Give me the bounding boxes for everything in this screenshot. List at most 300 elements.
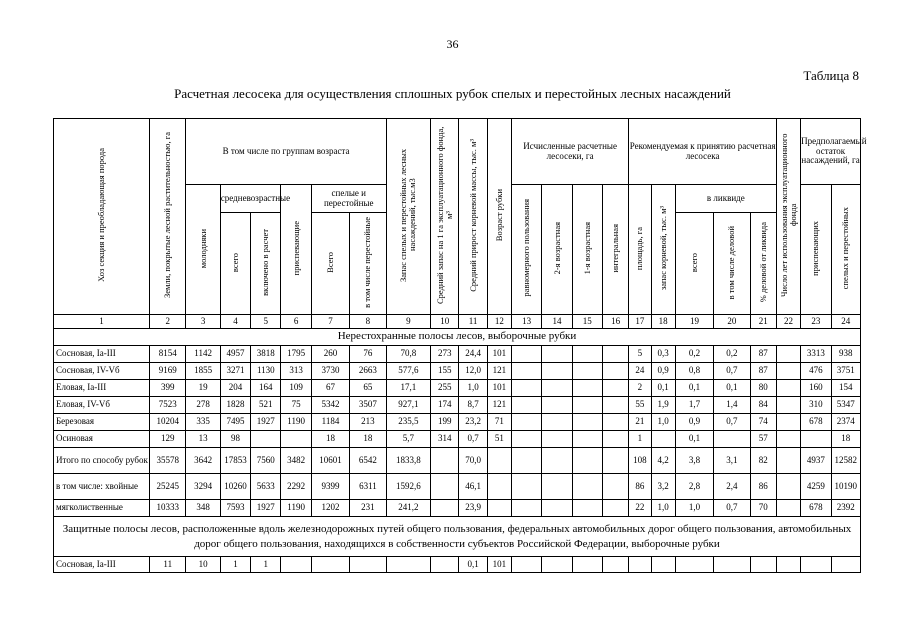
table-cell: 3294: [186, 474, 220, 500]
table-cell: 22: [629, 500, 651, 517]
table-cell: 10260: [220, 474, 250, 500]
table-cell: 17853: [220, 448, 250, 474]
table-cell: 101: [487, 557, 511, 573]
column-number: 11: [459, 315, 487, 329]
table-cell: 577,6: [386, 363, 430, 380]
table-cell: 476: [801, 363, 831, 380]
col-incl-overmature: в том числе перестойные: [350, 213, 386, 315]
row-label: Березовая: [54, 414, 150, 431]
table-cell: 3642: [186, 448, 220, 474]
column-number: 10: [431, 315, 459, 329]
table-cell: 335: [186, 414, 220, 431]
table-title: Расчетная лесосека для осуществления сплошных рубок спелых и перестойных лесных насаждений: [174, 86, 731, 101]
table-cell: 0,1: [675, 380, 713, 397]
col-middle-included: включено в расчет: [251, 213, 281, 315]
table-cell: 18: [831, 431, 861, 448]
table-cell: 87: [750, 363, 776, 380]
table-cell: 70,0: [459, 448, 487, 474]
table-cell: 3507: [350, 397, 386, 414]
table-cell: 67: [311, 380, 349, 397]
table-cell: 121: [487, 363, 511, 380]
table-cell: 75: [281, 397, 311, 414]
table-cell: 521: [251, 397, 281, 414]
table-cell: 213: [350, 414, 386, 431]
table-cell: 1855: [186, 363, 220, 380]
table-cell: 86: [629, 474, 651, 500]
col-age2: 2-я возрастная: [542, 185, 572, 315]
table-cell: 7560: [251, 448, 281, 474]
table-cell: 0,7: [714, 414, 750, 431]
table-cell: 3,1: [714, 448, 750, 474]
table-cell: 1142: [186, 346, 220, 363]
row-label: Итого по способу рубок: [54, 448, 150, 474]
col-forest-land: Земли, покрытые лесной растительностью, га: [150, 119, 186, 315]
table-cell: 0,1: [675, 431, 713, 448]
table-cell: 98: [220, 431, 250, 448]
table-cell: 3751: [831, 363, 861, 380]
table-cell: 1,4: [714, 397, 750, 414]
table-cell: 10190: [831, 474, 861, 500]
table-cell: [487, 474, 511, 500]
table-cell: 4937: [801, 448, 831, 474]
table-cell: [487, 448, 511, 474]
table-cell: 5,7: [386, 431, 430, 448]
table-cell: [651, 431, 675, 448]
table-cell: 1,0: [675, 500, 713, 517]
column-number: 19: [675, 315, 713, 329]
table-cell: 57: [750, 431, 776, 448]
table-cell: 24: [629, 363, 651, 380]
table-cell: 154: [831, 380, 861, 397]
table-cell: 231: [350, 500, 386, 517]
table-cell: 1,7: [675, 397, 713, 414]
col-area: площадь, га: [629, 185, 651, 315]
table-cell: 204: [220, 380, 250, 397]
table-cell: 1927: [251, 414, 281, 431]
table-cell: 0,1: [714, 380, 750, 397]
table-cell: [572, 346, 602, 363]
col-remainder: Предполагаемый остаток насаждений, га: [801, 119, 861, 185]
table-cell: [281, 557, 311, 573]
table-cell: 24,4: [459, 346, 487, 363]
table-cell: [602, 414, 628, 431]
table-cell: [431, 474, 459, 500]
table-cell: [629, 557, 651, 573]
table-cell: [776, 431, 800, 448]
table-cell: 255: [431, 380, 459, 397]
table-cell: 160: [801, 380, 831, 397]
table-cell: 10: [186, 557, 220, 573]
table-cell: [511, 397, 541, 414]
table-cell: 938: [831, 346, 861, 363]
table-cell: 1927: [251, 500, 281, 517]
column-number: 17: [629, 315, 651, 329]
table-cell: 1833,8: [386, 448, 430, 474]
table-cell: 1184: [311, 414, 349, 431]
table-cell: [776, 380, 800, 397]
table-cell: [431, 557, 459, 573]
table-cell: 1130: [251, 363, 281, 380]
col-farm-section: Хоз секция и преобладающая порода: [54, 119, 150, 315]
table-cell: 241,2: [386, 500, 430, 517]
table-cell: 0,1: [651, 380, 675, 397]
table-cell: 108: [629, 448, 651, 474]
row-label: Сосновая, IV-Vб: [54, 363, 150, 380]
column-number: 7: [311, 315, 349, 329]
col-by-age-groups: В том числе по группам возраста: [186, 119, 386, 185]
table-cell: 10601: [311, 448, 349, 474]
column-number: 24: [831, 315, 861, 329]
table-cell: [511, 380, 541, 397]
table-cell: [801, 557, 831, 573]
table-cell: 6311: [350, 474, 386, 500]
column-number: 20: [714, 315, 750, 329]
col-uniform: равномерного пользования: [511, 185, 541, 315]
table-cell: 0,8: [675, 363, 713, 380]
table-cell: 199: [431, 414, 459, 431]
table-row: [54, 397, 861, 414]
column-numbers-row: [54, 315, 861, 329]
table-cell: 9169: [150, 363, 186, 380]
table-cell: 70,8: [386, 346, 430, 363]
table-cell: [431, 500, 459, 517]
table-cell: [776, 500, 800, 517]
table-cell: 25245: [150, 474, 186, 500]
table-cell: 3271: [220, 363, 250, 380]
table-cell: 5342: [311, 397, 349, 414]
table-cell: [602, 474, 628, 500]
table-cell: 8,7: [459, 397, 487, 414]
table-cell: [542, 380, 572, 397]
table-cell: 1795: [281, 346, 311, 363]
col-rem-mature: спелых и перестойных: [831, 185, 861, 315]
col-rem-maturing: приспевающих: [801, 185, 831, 315]
table-cell: 164: [251, 380, 281, 397]
table-cell: 8154: [150, 346, 186, 363]
column-number: 18: [651, 315, 675, 329]
table-cell: 65: [350, 380, 386, 397]
table-cell: 1,9: [651, 397, 675, 414]
table-cell: 10204: [150, 414, 186, 431]
table-cell: 0,7: [714, 363, 750, 380]
table-cell: 260: [311, 346, 349, 363]
table-cell: 0,1: [459, 557, 487, 573]
table-cell: [572, 448, 602, 474]
table-cell: 101: [487, 380, 511, 397]
table-row: [54, 346, 861, 363]
table-cell: 4259: [801, 474, 831, 500]
table-cell: 87: [750, 346, 776, 363]
table-cell: 0,9: [651, 363, 675, 380]
table-cell: 70: [750, 500, 776, 517]
section-title: Защитные полосы лесов, расположенные вдоль железнодорожных путей общего пользования, федеральных автомобильных дорог общего пользования, автомобильных дорог общего пользования, находящихся в собственности субъектов Российской Федерации, выборочные рубки: [54, 517, 861, 557]
table-cell: [831, 557, 861, 573]
table-cell: 235,5: [386, 414, 430, 431]
table-cell: 0,2: [675, 346, 713, 363]
table-cell: [572, 500, 602, 517]
table-cell: 273: [431, 346, 459, 363]
table-cell: 0,9: [675, 414, 713, 431]
column-number: 15: [572, 315, 602, 329]
column-number: 8: [350, 315, 386, 329]
table-cell: 2392: [831, 500, 861, 517]
column-number: 16: [602, 315, 628, 329]
table-cell: 4,2: [651, 448, 675, 474]
table-cell: 927,1: [386, 397, 430, 414]
table-cell: [714, 557, 750, 573]
table-cell: [602, 380, 628, 397]
table-cell: 6542: [350, 448, 386, 474]
table-cell: 3482: [281, 448, 311, 474]
table-cell: 3818: [251, 346, 281, 363]
table-cell: 313: [281, 363, 311, 380]
table-cell: 2663: [350, 363, 386, 380]
table-cell: [511, 414, 541, 431]
col-root-stock: запас корневой, тыс. м³: [651, 185, 675, 315]
table-cell: [487, 500, 511, 517]
table-cell: [542, 500, 572, 517]
column-number: 23: [801, 315, 831, 329]
section-title-row: [54, 329, 861, 346]
table-cell: [511, 363, 541, 380]
table-row: [54, 474, 861, 500]
table-cell: 155: [431, 363, 459, 380]
table-cell: [511, 557, 541, 573]
col-incl-business: в том числе деловой: [714, 213, 750, 315]
col-middle-aged: средневозрастные: [220, 185, 281, 213]
column-number: 4: [220, 315, 250, 329]
table-cell: [572, 380, 602, 397]
table-cell: 46,1: [459, 474, 487, 500]
table-row: [54, 431, 861, 448]
column-number: 9: [386, 315, 430, 329]
table-cell: 2,4: [714, 474, 750, 500]
col-mature-overmature: спелые и перестойные: [311, 185, 386, 213]
table-cell: [542, 363, 572, 380]
table-cell: 35578: [150, 448, 186, 474]
col-pct-business: % деловой от ликвида: [750, 213, 776, 315]
table-cell: 13: [186, 431, 220, 448]
table-number: Таблица 8: [803, 68, 859, 83]
table-cell: [386, 557, 430, 573]
table-cell: 74: [750, 414, 776, 431]
table-cell: 0,2: [714, 346, 750, 363]
section-title: Нерестохранные полосы лесов, выборочные рубки: [54, 329, 861, 346]
column-number: 3: [186, 315, 220, 329]
table-body: [54, 329, 861, 573]
table-cell: 55: [629, 397, 651, 414]
table-cell: 348: [186, 500, 220, 517]
table-cell: 0,7: [459, 431, 487, 448]
table-cell: 1: [629, 431, 651, 448]
col-years-use: Число лет использования эксплуатационного фонда: [776, 119, 800, 315]
table-cell: 109: [281, 380, 311, 397]
col-integral: интегральная: [602, 185, 628, 315]
table-cell: 101: [487, 346, 511, 363]
col-mature-total: Всего: [311, 213, 349, 315]
table-row: [54, 380, 861, 397]
col-avg-growth: Средний прирост корневой массы, тыс. м³: [459, 119, 487, 315]
table-cell: [602, 363, 628, 380]
table-cell: 17,1: [386, 380, 430, 397]
row-label: Сосновая, Ia-III: [54, 346, 150, 363]
table-cell: [542, 474, 572, 500]
table-cell: [675, 557, 713, 573]
col-middle-total: всего: [220, 213, 250, 315]
table-cell: [572, 414, 602, 431]
table-cell: 2,8: [675, 474, 713, 500]
table-cell: [542, 431, 572, 448]
table-cell: 129: [150, 431, 186, 448]
table-cell: [602, 448, 628, 474]
column-number: 5: [251, 315, 281, 329]
table-cell: 12,0: [459, 363, 487, 380]
table-cell: 3,8: [675, 448, 713, 474]
table-cell: [651, 557, 675, 573]
table-cell: [431, 448, 459, 474]
table-cell: 174: [431, 397, 459, 414]
column-number: 2: [150, 315, 186, 329]
col-liquid: в ликвиде: [675, 185, 776, 213]
table-cell: [572, 397, 602, 414]
table-cell: 2: [629, 380, 651, 397]
table-cell: [542, 346, 572, 363]
table-cell: 7593: [220, 500, 250, 517]
col-liquid-total: всего: [675, 213, 713, 315]
section-title-row: [54, 517, 861, 557]
table-cell: 5347: [831, 397, 861, 414]
table-cell: 310: [801, 397, 831, 414]
table-cell: 1202: [311, 500, 349, 517]
row-label: Еловая, IV-Vб: [54, 397, 150, 414]
table-cell: [714, 431, 750, 448]
table-cell: 5: [629, 346, 651, 363]
table-row: [54, 363, 861, 380]
table-cell: 7523: [150, 397, 186, 414]
row-label: в том числе: хвойные: [54, 474, 150, 500]
table-cell: [542, 414, 572, 431]
table-cell: [511, 448, 541, 474]
col-young: молодняки: [186, 185, 220, 315]
column-number: 22: [776, 315, 800, 329]
table-cell: 76: [350, 346, 386, 363]
felling-table: [53, 118, 867, 573]
table-cell: 1592,6: [386, 474, 430, 500]
table-cell: 71: [487, 414, 511, 431]
table-cell: 4957: [220, 346, 250, 363]
page-number: 36: [446, 37, 459, 51]
table-cell: [776, 557, 800, 573]
table-cell: [776, 346, 800, 363]
table-cell: 1190: [281, 500, 311, 517]
col-recommended: Рекомендуемая к принятию расчетная лесосека: [629, 119, 777, 185]
table-cell: [281, 431, 311, 448]
table-cell: [511, 474, 541, 500]
table-cell: [801, 431, 831, 448]
table-cell: [776, 414, 800, 431]
table-cell: [776, 397, 800, 414]
col-age1: 1-я возрастная: [572, 185, 602, 315]
table-cell: 19: [186, 380, 220, 397]
table-cell: [750, 557, 776, 573]
row-label: Еловая, Ia-III: [54, 380, 150, 397]
table-cell: 678: [801, 414, 831, 431]
col-felling-age: Возраст рубки: [487, 119, 511, 315]
table-cell: 23,2: [459, 414, 487, 431]
column-number: 6: [281, 315, 311, 329]
table-row: [54, 448, 861, 474]
table-cell: [776, 474, 800, 500]
table-row: [54, 500, 861, 517]
table-cell: 11: [150, 557, 186, 573]
table-cell: [572, 431, 602, 448]
table-cell: 2374: [831, 414, 861, 431]
table-cell: [602, 397, 628, 414]
table-cell: [776, 363, 800, 380]
col-stock: Запас спелых и перестойных лесных насаждений, тыс.м3: [386, 119, 430, 315]
table-cell: [776, 448, 800, 474]
table-cell: 86: [750, 474, 776, 500]
table-cell: 678: [801, 500, 831, 517]
table-cell: 3313: [801, 346, 831, 363]
table-cell: 21: [629, 414, 651, 431]
table-cell: [350, 557, 386, 573]
table-cell: 23,9: [459, 500, 487, 517]
row-label: мягколиственные: [54, 500, 150, 517]
table-cell: [511, 346, 541, 363]
column-number: 14: [542, 315, 572, 329]
table-cell: 3730: [311, 363, 349, 380]
table-cell: 399: [150, 380, 186, 397]
table-cell: 1: [220, 557, 250, 573]
column-number: 1: [54, 315, 150, 329]
table-cell: 1828: [220, 397, 250, 414]
table-cell: 84: [750, 397, 776, 414]
column-number: 13: [511, 315, 541, 329]
table-cell: 18: [350, 431, 386, 448]
table-cell: 1190: [281, 414, 311, 431]
table-cell: [572, 363, 602, 380]
table-cell: 10333: [150, 500, 186, 517]
table-cell: 314: [431, 431, 459, 448]
table-cell: 18: [311, 431, 349, 448]
column-number: 21: [750, 315, 776, 329]
table-cell: [572, 557, 602, 573]
table-cell: [542, 397, 572, 414]
column-number: 12: [487, 315, 511, 329]
table-cell: 3,2: [651, 474, 675, 500]
col-calculated-cuts: Исчисленные расчетные лесосеки, га: [511, 119, 628, 185]
table-cell: 51: [487, 431, 511, 448]
table-cell: 0,3: [651, 346, 675, 363]
col-avg-stock: Средний запас на 1 га эксплуатационного фонда, м³: [431, 119, 459, 315]
table-cell: [542, 557, 572, 573]
table-header: [54, 119, 867, 329]
table-cell: 121: [487, 397, 511, 414]
table-cell: 1,0: [651, 414, 675, 431]
row-label: Осиновая: [54, 431, 150, 448]
table-cell: 0,7: [714, 500, 750, 517]
table-cell: 2292: [281, 474, 311, 500]
table-cell: 1,0: [651, 500, 675, 517]
table-cell: 9399: [311, 474, 349, 500]
table-cell: [311, 557, 349, 573]
table-row: [54, 557, 861, 573]
col-maturing: приспевающие: [281, 185, 311, 315]
table-cell: 278: [186, 397, 220, 414]
table-cell: 12582: [831, 448, 861, 474]
table-cell: 82: [750, 448, 776, 474]
